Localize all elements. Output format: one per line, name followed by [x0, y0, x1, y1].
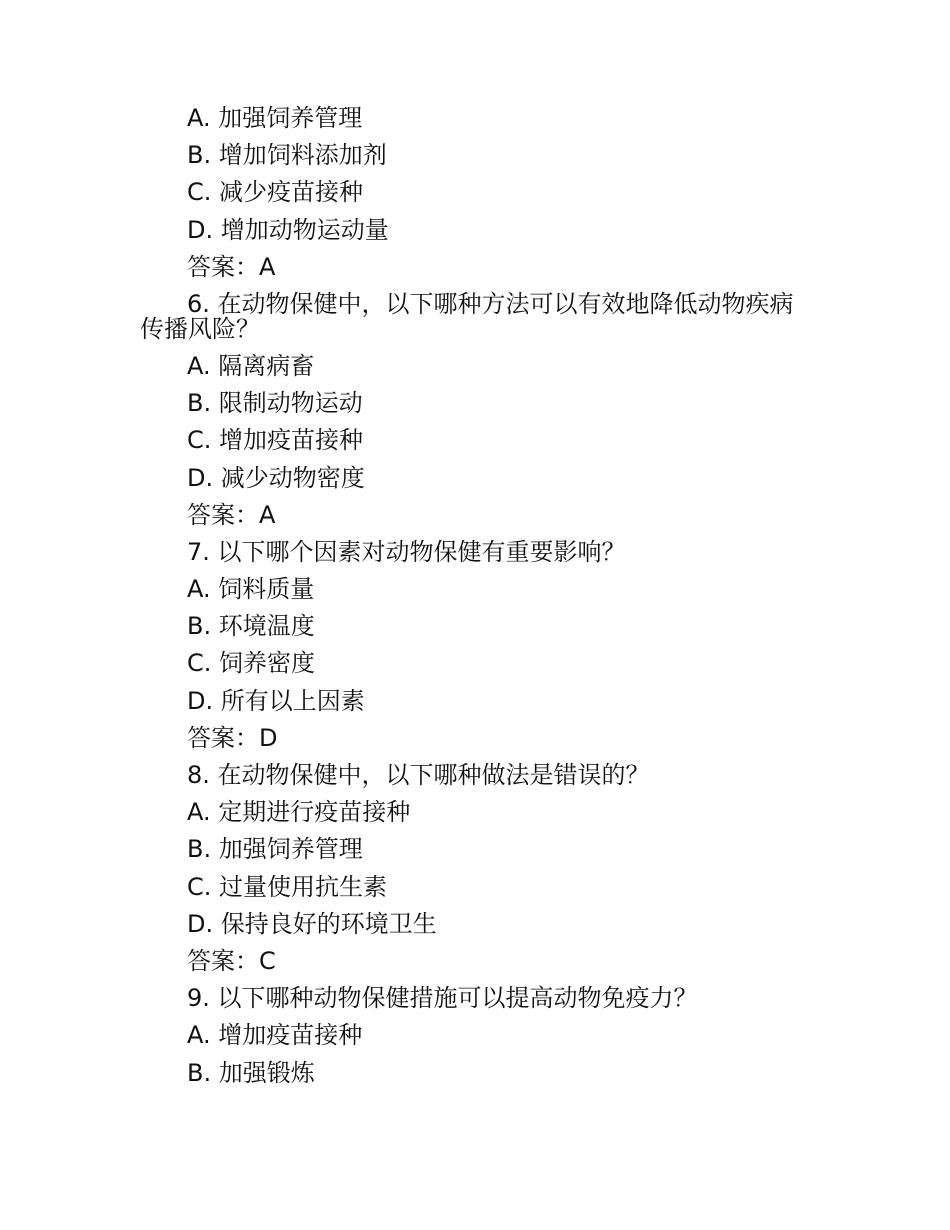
question-6-line-1: 6. 在动物保健中，以下哪种方法可以有效地降低动物疾病: [187, 289, 794, 318]
option-line: D. 保持良好的环境卫生: [187, 909, 437, 938]
option-line: A. 定期进行疫苗接种: [187, 798, 411, 827]
option-line: A. 加强饲养管理: [187, 104, 363, 132]
option-line: C. 增加疫苗接种: [187, 426, 364, 455]
option-line: C. 过量使用抗生素: [187, 872, 388, 901]
option-line: A. 隔离病畜: [187, 351, 315, 380]
option-line: B. 加强锻炼: [187, 1058, 315, 1087]
answer-line: 答案：A: [187, 252, 276, 281]
option-line: B. 限制动物运动: [187, 389, 363, 418]
option-line: A. 增加疫苗接种: [187, 1021, 363, 1050]
option-line: B. 增加饲料添加剂: [187, 141, 387, 170]
option-line: D. 减少动物密度: [187, 463, 365, 492]
answer-line: 答案：D: [187, 723, 278, 752]
question-6: [140, 286, 827, 348]
answer-line: 答案：C: [187, 946, 276, 975]
option-line: B. 加强饲养管理: [187, 835, 363, 864]
question-list: [140, 100, 827, 1092]
option-line: B. 环境温度: [187, 612, 315, 641]
option-line: D. 所有以上因素: [187, 686, 365, 715]
option-line: A. 饲料质量: [187, 575, 315, 604]
answer-line: 答案：A: [187, 500, 276, 529]
question-8: 8. 在动物保健中，以下哪种做法是错误的？: [187, 761, 650, 789]
question-7: 7. 以下哪个因素对动物保健有重要影响？: [187, 537, 626, 566]
question-6-line-2: 传播风险？: [140, 314, 260, 343]
option-line: C. 饲养密度: [187, 649, 316, 678]
option-line: D. 增加动物运动量: [187, 215, 389, 244]
question-9: 9. 以下哪种动物保健措施可以提高动物免疫力？: [187, 984, 698, 1013]
option-line: C. 减少疫苗接种: [187, 178, 364, 207]
